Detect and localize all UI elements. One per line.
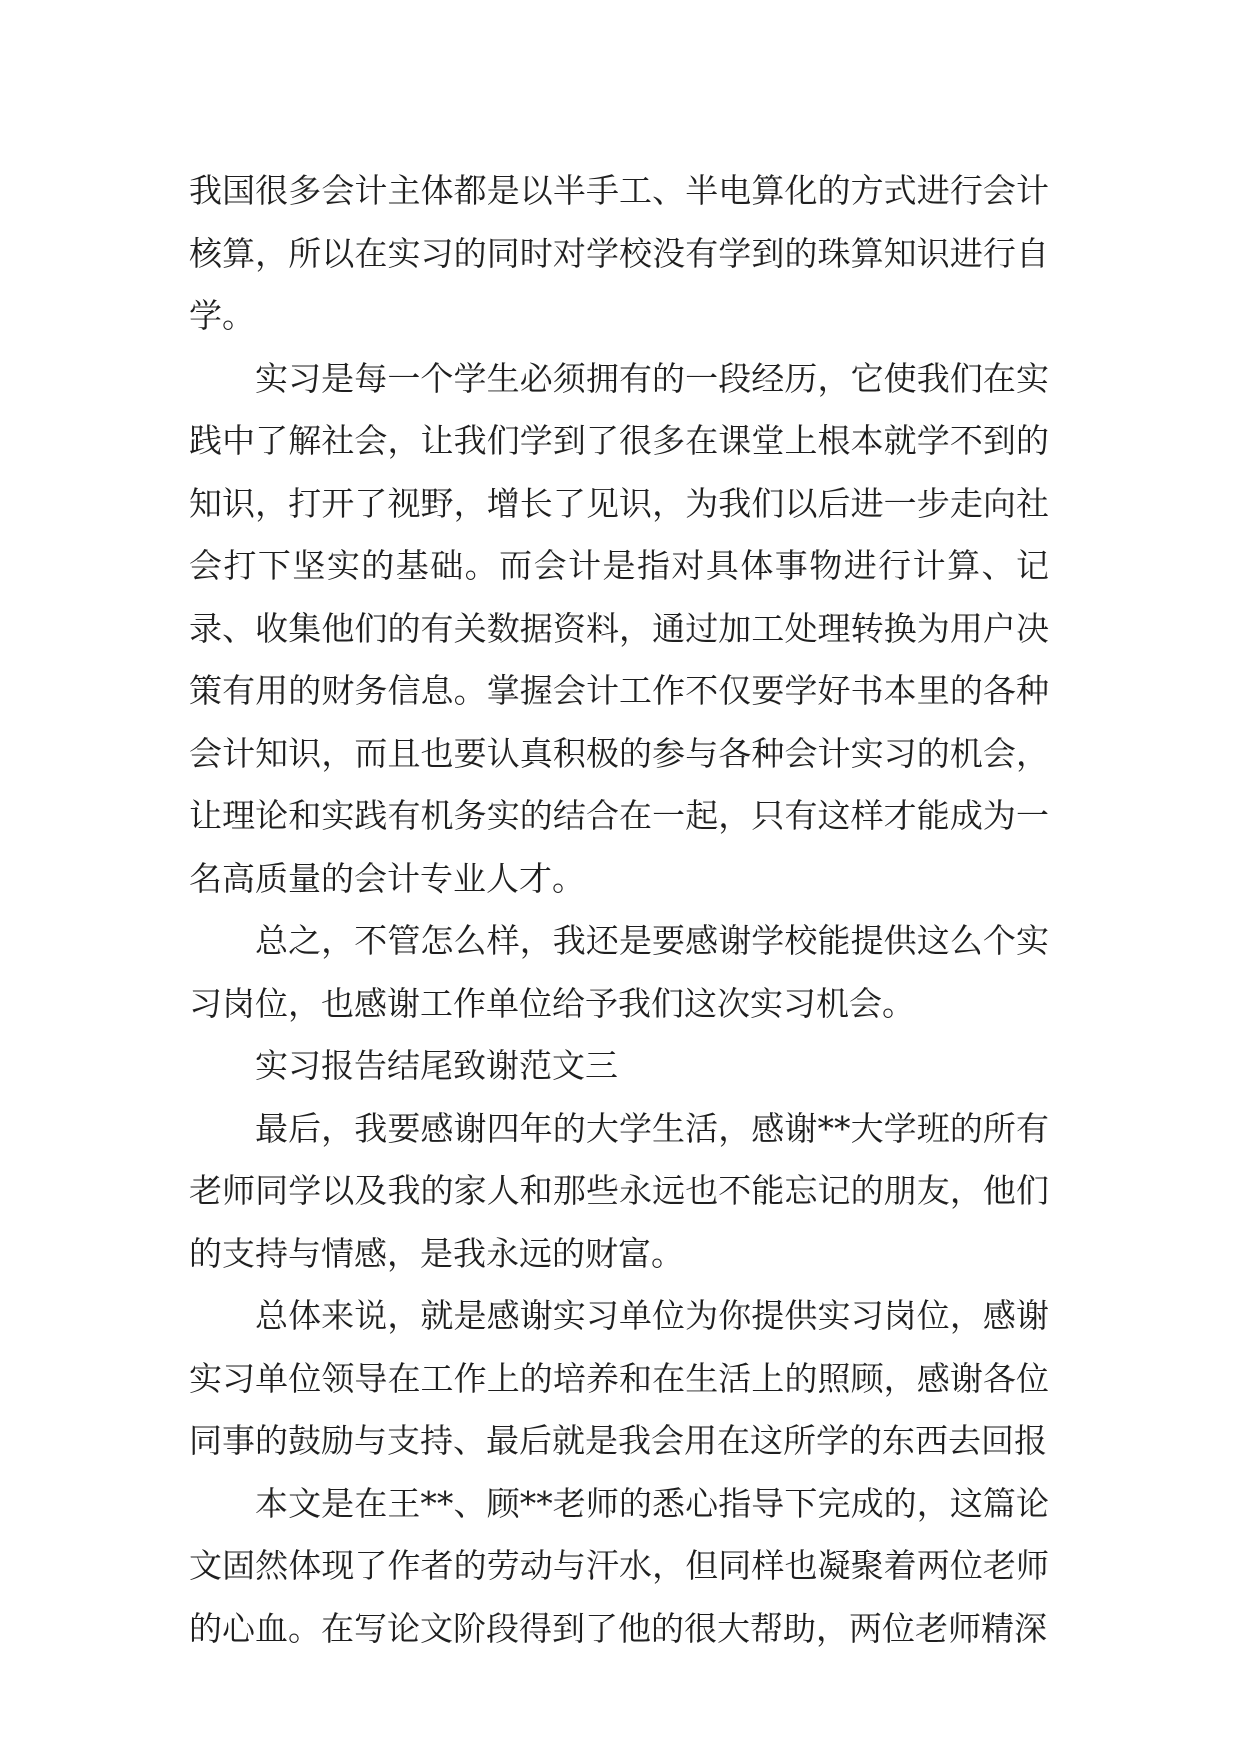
paragraph-continued: 我国很多会计主体都是以半手工、半电算化的方式进行会计核算，所以在实习的同时对学校没有学到的珠算知识进行自学。: [189, 171, 1049, 335]
paragraph-thanks-employer: 总体来说，就是感谢实习单位为你提供实习岗位，感谢实习单位领导在工作上的培养和在生活上的照顾，感谢各位同事的鼓励与支持、最后就是我会用在这所学的东西去回报: [189, 1296, 1049, 1460]
section-heading: 实习报告结尾致谢范文三: [255, 1046, 618, 1085]
paragraph-conclusion: 总之，不管怎么样，我还是要感谢学校能提供这么个实习岗位，也感谢工作单位给予我们这次实习机会。: [189, 921, 1049, 1023]
paragraph-thanks-university: 最后，我要感谢四年的大学生活，感谢**大学班的所有老师同学以及我的家人和那些永远也不能忘记的朋友，他们的支持与情感，是我永远的财富。: [189, 1108, 1049, 1273]
document-body: [189, 160, 1049, 1660]
paragraph-thanks-advisors: 本文是在王**、顾**老师的悉心指导下完成的，这篇论文固然体现了作者的劳动与汗水，但同样也凝聚着两位老师的心血。在写论文阶段得到了他的很大帮助，两位老师精深: [189, 1483, 1049, 1648]
paragraph-internship-experience: 实习是每一个学生必须拥有的一段经历，它使我们在实践中了解社会，让我们学到了很多在课堂上根本就学不到的知识，打开了视野，增长了见识，为我们以后进一步走向社会打下坚实的基础。而会计是指对具体事物进行计算、记录、收集他们的有关数据资料，通过加工处理转换为用户决策有用的财务信息。掌握会计工作不仅要学好书本里的各种会计知识，而且也要认真积极的参与各种会计实习的机会，让理论和实践有机务实的结合在一起，只有这样才能成为一名高质量的会计专业人才。: [189, 358, 1049, 898]
